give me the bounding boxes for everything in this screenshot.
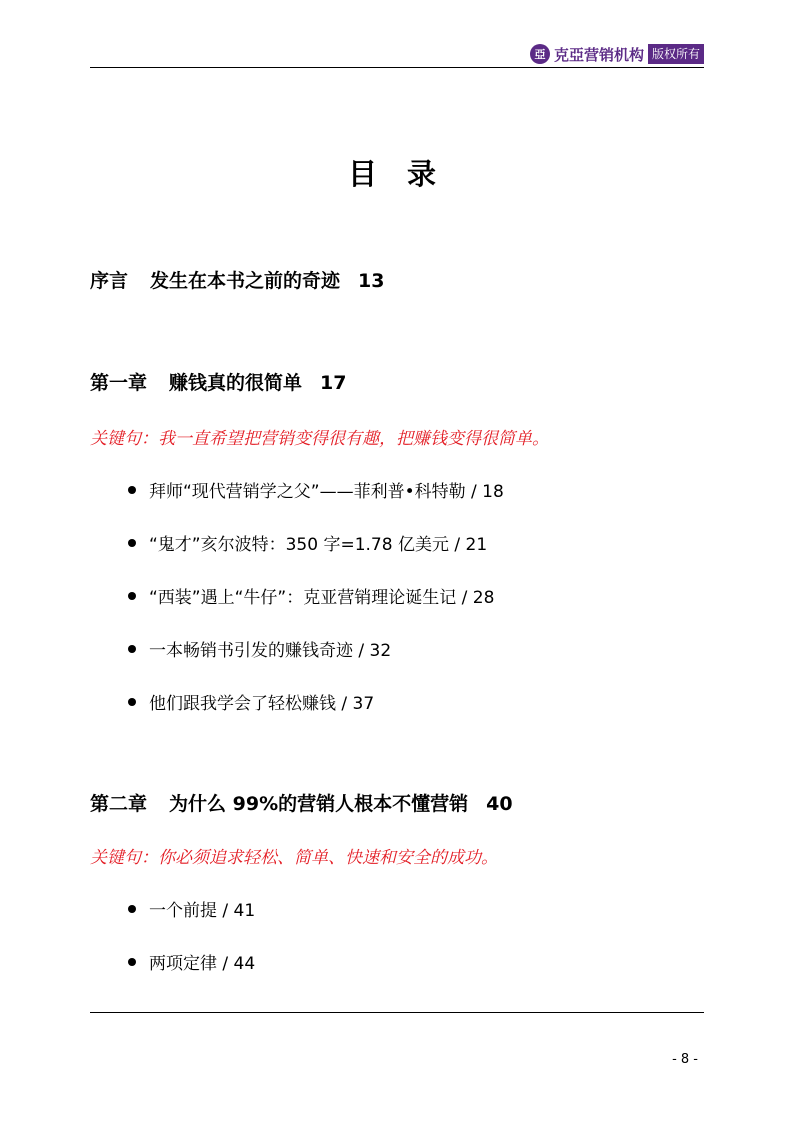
brand-name: 克亞营销机构 (553, 45, 644, 64)
chapter-1-title: 赚钱真的很简单 (169, 372, 303, 394)
footer-divider (90, 1012, 704, 1013)
chapter-2-page: 40 (486, 793, 513, 815)
toc-item-text: 拜师“现代营销学之父”——菲利普•科特勒 / 18 (149, 482, 504, 502)
toc-item-text: 他们跟我学会了轻松赚钱 / 37 (149, 694, 375, 714)
toc-item[interactable] (128, 530, 487, 555)
toc-entry-chapter-2[interactable] (90, 789, 513, 816)
toc-item[interactable] (128, 477, 504, 502)
chapter-2-key-sentence: 关键句：你必须追求轻松、简单、快速和安全的成功。 (90, 848, 498, 868)
bullet-icon (128, 539, 136, 547)
chapter-1-page: 17 (320, 372, 347, 394)
toc-item-text: “鬼才”亥尔波特：350 字=1.78 亿美元 / 21 (149, 535, 488, 555)
chapter-1-key-sentence: 关键句：我一直希望把营销变得很有趣，把赚钱变得很简单。 (90, 429, 549, 449)
page-number: - 8 - (672, 1052, 698, 1067)
brand-block (530, 43, 704, 65)
chapter-2-title: 为什么 99%的营销人根本不懂营销 (169, 793, 469, 815)
bullet-icon (128, 905, 136, 913)
toc-entry-preface[interactable] (90, 266, 384, 293)
brand-logo-icon: 亞 (530, 44, 550, 64)
toc-item[interactable] (128, 896, 255, 921)
copyright-tag: 版权所有 (648, 44, 704, 64)
bullet-icon (128, 592, 136, 600)
preface-label: 序言 (90, 270, 129, 292)
header-divider (90, 67, 704, 68)
toc-item-text: “西装”遇上“牛仔”：克亚营销理论诞生记 / 28 (149, 588, 495, 608)
toc-item-text: 一本畅销书引发的赚钱奇迹 / 32 (149, 641, 392, 661)
chapter-1-label: 第一章 (90, 372, 148, 394)
toc-item[interactable] (128, 636, 391, 661)
bullet-icon (128, 645, 136, 653)
toc-item[interactable] (128, 583, 494, 608)
toc-item-text: 两项定律 / 44 (149, 954, 256, 974)
toc-entry-chapter-1[interactable] (90, 368, 346, 395)
page-header (90, 40, 704, 68)
chapter-2-label: 第二章 (90, 793, 148, 815)
toc-item[interactable] (128, 949, 255, 974)
page-title: 目 录 (347, 157, 447, 191)
bullet-icon (128, 698, 136, 706)
bullet-icon (128, 486, 136, 494)
preface-page: 13 (358, 270, 385, 292)
preface-title: 发生在本书之前的奇迹 (150, 270, 341, 292)
toc-item[interactable] (128, 689, 374, 714)
bullet-icon (128, 958, 136, 966)
toc-item-text: 一个前提 / 41 (149, 901, 256, 921)
